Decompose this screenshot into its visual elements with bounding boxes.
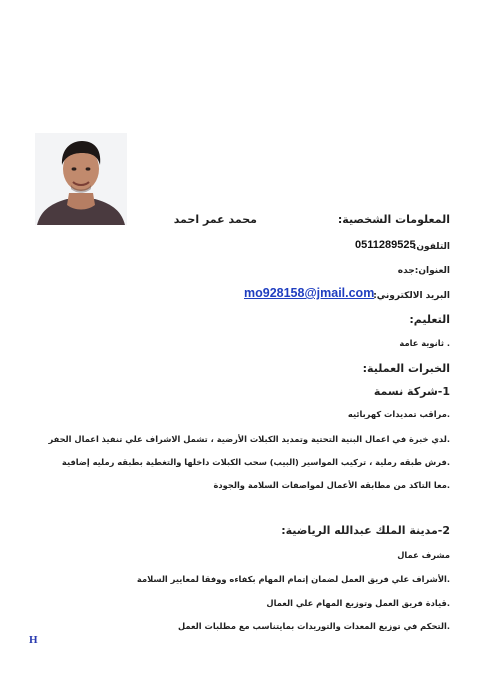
email-link[interactable]: mo928158@jmail.com xyxy=(244,286,375,300)
phone-number: 0511289525 xyxy=(355,239,416,251)
job1-item: .فرش طبقه رملية ، تركيب المواسير (البيب) سحب الكبلات داخلها والتغطية بطبقه رمليه إضافية xyxy=(61,457,450,467)
job1-item: .مراقب تمديدات كهربائيه xyxy=(347,409,450,419)
person-avatar-icon xyxy=(35,133,127,225)
experience-heading: الخبرات العملية: xyxy=(362,362,450,375)
email-label: البريد الالكتروني: xyxy=(373,291,450,301)
job2-role: مشرف عمال xyxy=(397,550,450,560)
personal-info-heading: المعلومات الشخصية: xyxy=(337,213,450,226)
address-line: العنوان:جده xyxy=(397,266,450,276)
job2-item: .الأشراف علي فريق العمل لضمان إتمام المهام بكفاءه ووفقا لمعايير السلامة xyxy=(136,574,450,584)
full-name: محمد عمر احمد xyxy=(173,213,257,226)
job1-item: .لدي خبرة في اعمال البنية التحتية وتمديد الكبلات الأرضية ، تشمل الاشراف علي تنفيذ اعمال الحفر xyxy=(48,434,450,444)
phone-label: التلفون: xyxy=(412,242,450,252)
education-heading: التعليم: xyxy=(409,313,450,326)
profile-photo xyxy=(35,133,127,225)
education-item: . ثانوية عامة xyxy=(399,338,450,348)
job2-title: 2-مدينة الملك عبدالله الرياضية: xyxy=(281,524,450,537)
footer-mark: H xyxy=(29,634,38,646)
job2-item: .التحكم في توزيع المعدات والتوريدات بمايتناسب مع مطلبات العمل xyxy=(178,621,450,631)
job2-item: .قيادة فريق العمل وتوزيع المهام علي العمال xyxy=(266,598,450,608)
job1-title: 1-شركة نسمة xyxy=(373,385,450,398)
job1-item: .معا التاكد من مطابقه الأعمال لمواصفات السلامة والجودة xyxy=(213,480,450,490)
